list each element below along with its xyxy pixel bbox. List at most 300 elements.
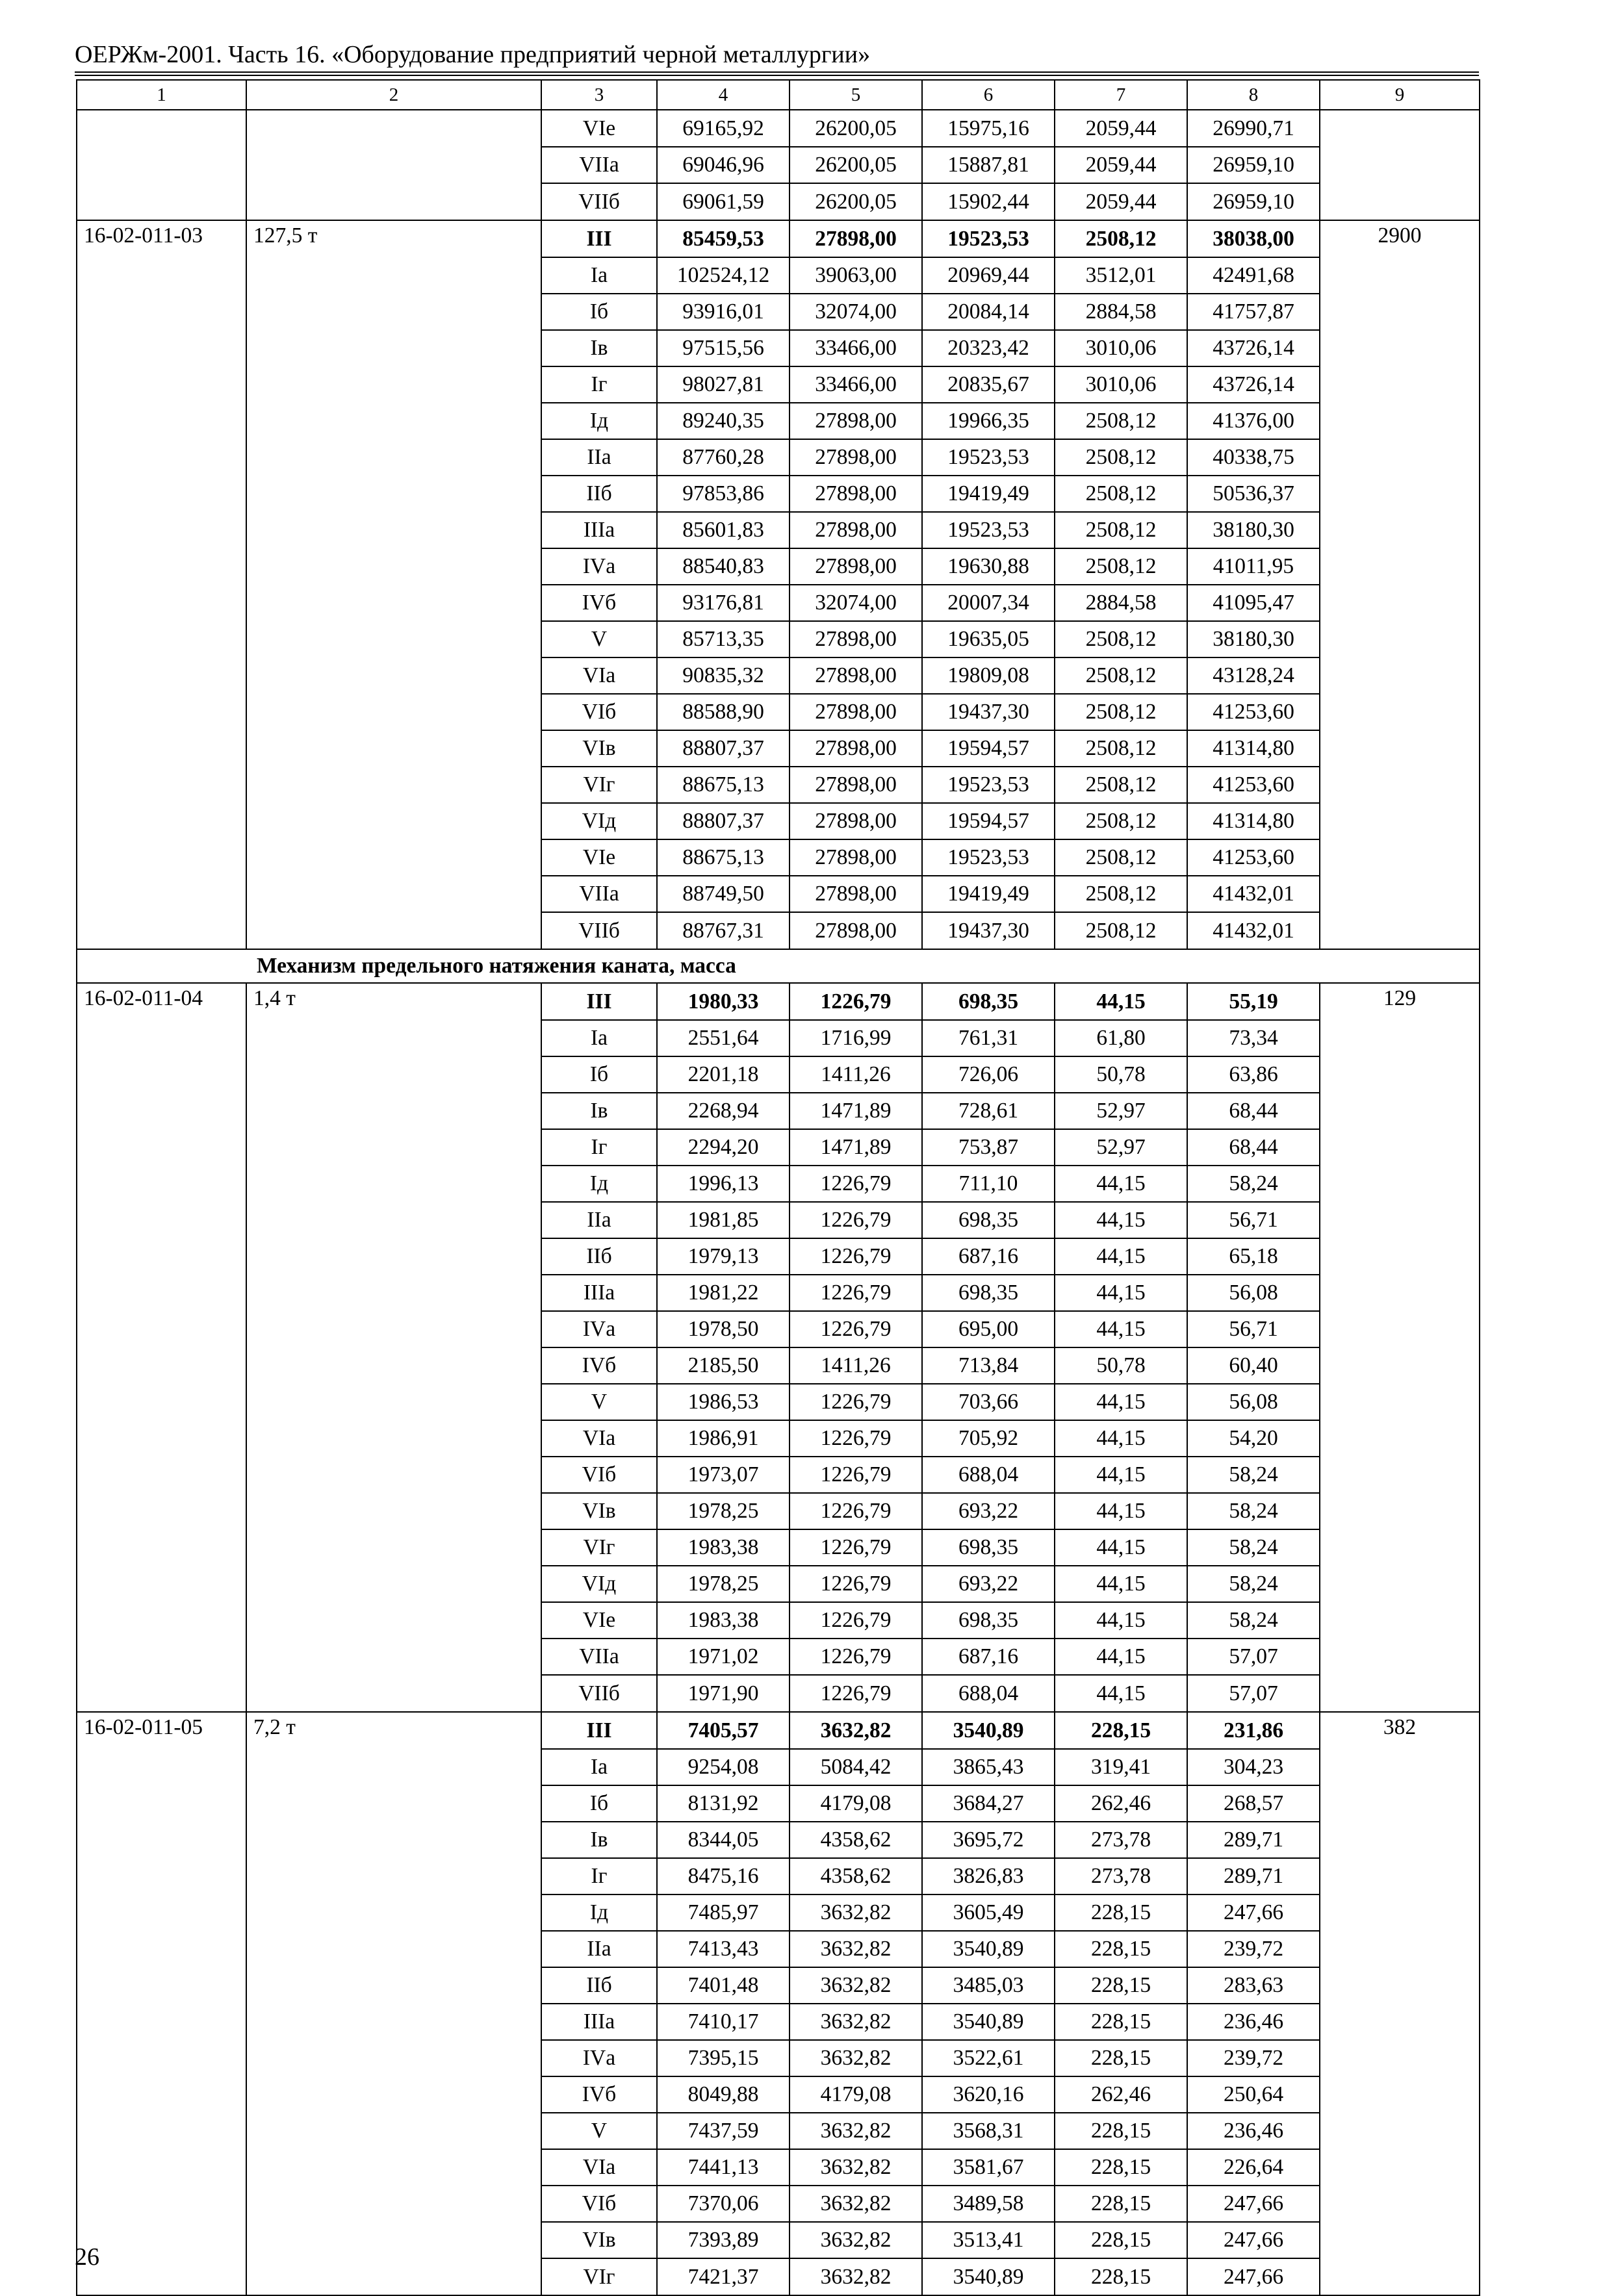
mass-cell [246,1675,541,1712]
value-cell: 1226,79 [790,1493,922,1529]
mass-cell [246,1202,541,1238]
value-cell: 20835,67 [922,366,1055,403]
value-cell: 1983,38 [657,1529,790,1566]
table-row [77,657,1480,694]
header-double-rule [75,71,1479,76]
value-cell: 41314,80 [1187,803,1320,839]
value-cell: 27898,00 [790,476,922,512]
value-cell: 761,31 [922,1020,1055,1056]
value-cell: 4179,08 [790,2076,922,2113]
mass-cell [246,512,541,548]
price-code-cell [77,1129,246,1166]
value-cell: 41314,80 [1187,730,1320,767]
value-cell: 3632,82 [790,1712,922,1749]
value-cell: 3540,89 [922,2004,1055,2040]
value-cell: 19966,35 [922,403,1055,439]
column-9-cell [1320,403,1480,439]
table-row [77,2222,1480,2258]
price-code-cell [77,1056,246,1093]
column-9-cell [1320,1384,1480,1420]
zone-cell: IIIа [541,1275,657,1311]
column-number: 4 [657,80,790,110]
price-code-cell [77,1858,246,1894]
value-cell: 2508,12 [1055,876,1187,912]
column-9-cell [1320,1457,1480,1493]
value-cell: 60,40 [1187,1347,1320,1384]
table-row [77,767,1480,803]
table-row [77,294,1480,330]
column-9-cell: 2900 [1320,220,1480,257]
value-cell: 56,08 [1187,1384,1320,1420]
mass-cell [246,621,541,657]
price-code-cell [77,183,246,220]
zone-cell: Iг [541,1858,657,1894]
value-cell: 231,86 [1187,1712,1320,1749]
value-cell: 58,24 [1187,1166,1320,1202]
value-cell: 3485,03 [922,1967,1055,2004]
zone-cell: Iд [541,403,657,439]
mass-cell [246,1529,541,1566]
value-cell: 3540,89 [922,2258,1055,2295]
table-row [77,1166,1480,1202]
price-code-cell [77,330,246,366]
value-cell: 1226,79 [790,1311,922,1347]
page-number: 26 [75,2243,99,2271]
value-cell: 2508,12 [1055,403,1187,439]
value-cell: 19809,08 [922,657,1055,694]
column-9-cell [1320,1275,1480,1311]
price-code-cell [77,657,246,694]
mass-cell [246,2076,541,2113]
value-cell: 1226,79 [790,1566,922,1602]
value-cell: 3540,89 [922,1931,1055,1967]
value-cell: 20323,42 [922,330,1055,366]
mass-cell [246,1420,541,1457]
mass-cell [246,1822,541,1858]
table-row [77,839,1480,876]
value-cell: 56,71 [1187,1202,1320,1238]
value-cell: 32074,00 [790,294,922,330]
value-cell: 3632,82 [790,2186,922,2222]
value-cell: 304,23 [1187,1749,1320,1785]
price-code-cell [77,1967,246,2004]
table-row [77,585,1480,621]
column-9-cell [1320,257,1480,294]
value-cell: 50,78 [1055,1347,1187,1384]
table-row [77,1822,1480,1858]
value-cell: 41253,60 [1187,767,1320,803]
value-cell: 1226,79 [790,983,922,1020]
mass-cell [246,2040,541,2076]
value-cell: 250,64 [1187,2076,1320,2113]
zone-cell: IVа [541,548,657,585]
mass-cell [246,366,541,403]
value-cell: 1226,79 [790,1529,922,1566]
value-cell: 27898,00 [790,767,922,803]
value-cell: 1980,33 [657,983,790,1020]
value-cell: 247,66 [1187,2186,1320,2222]
value-cell: 27898,00 [790,403,922,439]
value-cell: 228,15 [1055,2004,1187,2040]
zone-cell: VIа [541,657,657,694]
value-cell: 3605,49 [922,1894,1055,1931]
value-cell: 289,71 [1187,1858,1320,1894]
value-cell: 228,15 [1055,2113,1187,2149]
value-cell: 63,86 [1187,1056,1320,1093]
value-cell: 2059,44 [1055,147,1187,183]
value-cell: 1971,02 [657,1639,790,1675]
section-heading-row [77,949,1480,983]
value-cell: 87760,28 [657,439,790,476]
value-cell: 43128,24 [1187,657,1320,694]
value-cell: 2508,12 [1055,694,1187,730]
value-cell: 236,46 [1187,2113,1320,2149]
value-cell: 7437,59 [657,2113,790,2149]
table-row [77,1238,1480,1275]
mass-cell: 127,5 т [246,220,541,257]
value-cell: 7395,15 [657,2040,790,2076]
zone-cell: Iа [541,1749,657,1785]
zone-cell: VIб [541,2186,657,2222]
zone-cell: IVа [541,1311,657,1347]
zone-cell: Iд [541,1894,657,1931]
zone-cell: IIа [541,439,657,476]
table-row [77,1311,1480,1347]
value-cell: 88749,50 [657,876,790,912]
column-9-cell [1320,1529,1480,1566]
column-9-cell [1320,2076,1480,2113]
column-number: 7 [1055,80,1187,110]
value-cell: 1981,85 [657,1202,790,1238]
value-cell: 8344,05 [657,1822,790,1858]
value-cell: 43726,14 [1187,330,1320,366]
value-cell: 693,22 [922,1493,1055,1529]
column-number: 1 [77,80,246,110]
value-cell: 56,08 [1187,1275,1320,1311]
value-cell: 7401,48 [657,1967,790,2004]
column-9-cell [1320,439,1480,476]
table-row [77,1202,1480,1238]
table-row [77,1967,1480,2004]
value-cell: 5084,42 [790,1749,922,1785]
table-row [77,476,1480,512]
value-cell: 7393,89 [657,2222,790,2258]
value-cell: 698,35 [922,1275,1055,1311]
column-9-cell [1320,1493,1480,1529]
value-cell: 56,71 [1187,1311,1320,1347]
column-9-cell [1320,1056,1480,1093]
column-9-cell [1320,330,1480,366]
column-9-cell [1320,366,1480,403]
price-code-cell [77,2186,246,2222]
column-9-cell [1320,110,1480,147]
price-code-cell [77,2258,246,2295]
table-row [77,548,1480,585]
zone-cell: VIе [541,1602,657,1639]
value-cell: 27898,00 [790,803,922,839]
value-cell: 32074,00 [790,585,922,621]
table-row [77,1858,1480,1894]
value-cell: 65,18 [1187,1238,1320,1275]
column-9-cell [1320,694,1480,730]
mass-cell [246,2258,541,2295]
table-row [77,1020,1480,1056]
price-code-cell [77,294,246,330]
value-cell: 85713,35 [657,621,790,657]
value-cell: 58,24 [1187,1566,1320,1602]
value-cell: 27898,00 [790,912,922,949]
table-row [77,330,1480,366]
value-cell: 262,46 [1055,2076,1187,2113]
value-cell: 728,61 [922,1093,1055,1129]
mass-cell [246,1457,541,1493]
price-code-cell [77,876,246,912]
mass-cell [246,1639,541,1675]
value-cell: 88588,90 [657,694,790,730]
value-cell: 44,15 [1055,1639,1187,1675]
price-code-cell [77,803,246,839]
column-9-cell [1320,1166,1480,1202]
mass-cell [246,476,541,512]
column-9-cell [1320,730,1480,767]
table-row [77,1275,1480,1311]
column-9-cell [1320,767,1480,803]
value-cell: 52,97 [1055,1129,1187,1166]
zone-cell: VIIб [541,912,657,949]
table-row [77,220,1480,257]
column-9-cell [1320,1602,1480,1639]
mass-cell [246,1858,541,1894]
table-row [77,1712,1480,1749]
price-code-cell [77,257,246,294]
value-cell: 3010,06 [1055,330,1187,366]
value-cell: 27898,00 [790,657,922,694]
value-cell: 247,66 [1187,2222,1320,2258]
table-row [77,1056,1480,1093]
zone-cell: VIе [541,839,657,876]
price-code-cell [77,2040,246,2076]
value-cell: 3632,82 [790,1967,922,2004]
value-cell: 19419,49 [922,876,1055,912]
table-row [77,1420,1480,1457]
price-code-cell [77,585,246,621]
table-row [77,110,1480,147]
zone-cell: VIг [541,2258,657,2295]
value-cell: 3684,27 [922,1785,1055,1822]
table-row [77,1894,1480,1931]
zone-cell: VIIа [541,1639,657,1675]
column-9-cell [1320,1093,1480,1129]
zone-cell: IVа [541,2040,657,2076]
zone-cell: VIа [541,2149,657,2186]
value-cell: 4179,08 [790,1785,922,1822]
value-cell: 41011,95 [1187,548,1320,585]
mass-cell [246,1347,541,1384]
value-cell: 19523,53 [922,767,1055,803]
mass-cell [246,1602,541,1639]
mass-cell [246,1785,541,1822]
value-cell: 289,71 [1187,1822,1320,1858]
value-cell: 273,78 [1055,1822,1187,1858]
value-cell: 1471,89 [790,1129,922,1166]
zone-cell: VIIб [541,1675,657,1712]
value-cell: 1979,13 [657,1238,790,1275]
value-cell: 226,64 [1187,2149,1320,2186]
price-code-cell [77,366,246,403]
value-cell: 2508,12 [1055,657,1187,694]
price-code-cell [77,1020,246,1056]
value-cell: 97515,56 [657,330,790,366]
column-9-cell [1320,183,1480,220]
column-number: 5 [790,80,922,110]
zone-cell: VIв [541,1493,657,1529]
value-cell: 2508,12 [1055,439,1187,476]
mass-cell [246,110,541,147]
mass-cell [246,1093,541,1129]
value-cell: 52,97 [1055,1093,1187,1129]
column-9-cell [1320,294,1480,330]
table-row [77,1566,1480,1602]
column-9-cell [1320,657,1480,694]
value-cell: 44,15 [1055,1457,1187,1493]
table-row [77,1493,1480,1529]
table-row [77,1129,1480,1166]
mass-cell [246,912,541,949]
zone-cell: IIб [541,1238,657,1275]
value-cell: 3632,82 [790,2040,922,2076]
table-row [77,1602,1480,1639]
zone-cell: Iб [541,294,657,330]
value-cell: 693,22 [922,1566,1055,1602]
column-9-cell [1320,1894,1480,1931]
column-9-cell [1320,1639,1480,1675]
value-cell: 687,16 [922,1238,1055,1275]
value-cell: 1226,79 [790,1202,922,1238]
column-9-cell [1320,803,1480,839]
price-code-cell [77,767,246,803]
zone-cell: VIа [541,1420,657,1457]
mass-cell [246,694,541,730]
value-cell: 2551,64 [657,1020,790,1056]
value-cell: 41757,87 [1187,294,1320,330]
price-code-cell [77,1202,246,1238]
column-9-cell [1320,1020,1480,1056]
zone-cell: IVб [541,1347,657,1384]
column-number-row [77,80,1480,110]
value-cell: 44,15 [1055,1238,1187,1275]
value-cell: 20007,34 [922,585,1055,621]
column-9-cell [1320,1420,1480,1457]
mass-cell [246,1275,541,1311]
price-code-cell [77,1822,246,1858]
value-cell: 44,15 [1055,1675,1187,1712]
value-cell: 262,46 [1055,1785,1187,1822]
price-code-cell [77,1894,246,1931]
value-cell: 3632,82 [790,2149,922,2186]
price-code-cell [77,839,246,876]
table-row [77,183,1480,220]
mass-cell: 1,4 т [246,983,541,1020]
zone-cell: VIд [541,803,657,839]
column-number: 8 [1187,80,1320,110]
value-cell: 705,92 [922,1420,1055,1457]
zone-cell: IIб [541,476,657,512]
column-9-cell: 382 [1320,1712,1480,1749]
value-cell: 3620,16 [922,2076,1055,2113]
table-row [77,694,1480,730]
mass-cell [246,1384,541,1420]
value-cell: 687,16 [922,1639,1055,1675]
value-cell: 20084,14 [922,294,1055,330]
value-cell: 3826,83 [922,1858,1055,1894]
price-code-cell [77,1457,246,1493]
value-cell: 713,84 [922,1347,1055,1384]
price-code-cell [77,548,246,585]
column-9-cell [1320,1785,1480,1822]
table-row [77,803,1480,839]
zone-cell: VIе [541,110,657,147]
value-cell: 3513,41 [922,2222,1055,2258]
value-cell: 2185,50 [657,1347,790,1384]
table-row [77,2113,1480,2149]
value-cell: 7370,06 [657,2186,790,2222]
value-cell: 26959,10 [1187,183,1320,220]
value-cell: 319,41 [1055,1749,1187,1785]
value-cell: 8131,92 [657,1785,790,1822]
value-cell: 1978,50 [657,1311,790,1347]
column-9-cell [1320,2040,1480,2076]
value-cell: 19419,49 [922,476,1055,512]
mass-cell [246,1931,541,1967]
column-number: 3 [541,80,657,110]
column-9-cell: 129 [1320,983,1480,1020]
column-9-cell [1320,1858,1480,1894]
value-cell: 1978,25 [657,1566,790,1602]
value-cell: 268,57 [1187,1785,1320,1822]
zone-cell: IIб [541,1967,657,2004]
table-row [77,621,1480,657]
value-cell: 698,35 [922,1602,1055,1639]
column-9-cell [1320,585,1480,621]
mass-cell: 7,2 т [246,1712,541,1749]
value-cell: 26990,71 [1187,110,1320,147]
value-cell: 2059,44 [1055,110,1187,147]
value-cell: 26200,05 [790,183,922,220]
value-cell: 3581,67 [922,2149,1055,2186]
value-cell: 42491,68 [1187,257,1320,294]
zone-cell: VIв [541,2222,657,2258]
value-cell: 88767,31 [657,912,790,949]
table-row [77,1639,1480,1675]
zone-cell: Iб [541,1056,657,1093]
price-code-cell [77,1639,246,1675]
value-cell: 228,15 [1055,2040,1187,2076]
price-code-cell [77,476,246,512]
column-9-cell [1320,839,1480,876]
value-cell: 726,06 [922,1056,1055,1093]
zone-cell: Iг [541,366,657,403]
column-9-cell [1320,1566,1480,1602]
value-cell: 27898,00 [790,839,922,876]
mass-cell [246,657,541,694]
zone-cell: V [541,621,657,657]
section-heading: Механизм предельного натяжения каната, масса [77,949,1480,983]
value-cell: 239,72 [1187,2040,1320,2076]
value-cell: 26959,10 [1187,147,1320,183]
mass-cell [246,1311,541,1347]
table-row [77,1457,1480,1493]
value-cell: 27898,00 [790,439,922,476]
